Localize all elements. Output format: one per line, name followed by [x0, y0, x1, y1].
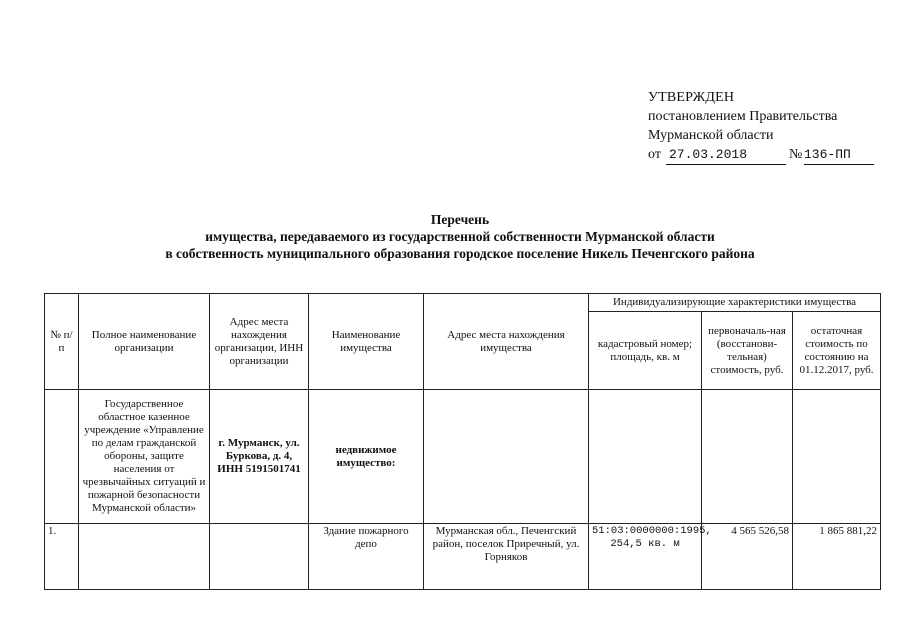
- approval-line-2: постановлением Правительства: [648, 109, 838, 124]
- empty-cell: [424, 390, 589, 524]
- date-prefix: от: [648, 147, 661, 162]
- property-table: [44, 293, 881, 590]
- initial-cost-cell: 4 565 526,58: [702, 524, 793, 590]
- empty-cell: [793, 390, 881, 524]
- org-address-cell: г. Мурманск, ул. Буркова, д. 4, ИНН 5191501741: [210, 390, 309, 524]
- approval-block: [648, 88, 888, 167]
- org-name-cell: Государственное областное казенное учреждение «Управление по делам гражданской обороны, защите населения от чрезвычайных ситуаций и пожарной безопасности Мурманской области»: [79, 390, 210, 524]
- property-address-cell: Мурманская обл., Печенгский район, поселок Приречный, ул. Горняков: [424, 524, 589, 590]
- title-line-2: имущества, передаваемого из государственной собственности Мурманской области: [205, 229, 715, 244]
- header-org-address: Адрес места нахождения организации, ИНН организации: [210, 294, 309, 390]
- row-num: 1.: [45, 524, 79, 590]
- table-row: [45, 524, 881, 590]
- title-line-3: в собственность муниципального образования городское поселение Никель Печенгского района: [165, 246, 755, 261]
- header-residual-cost: остаточная стоимость по состоянию на 01.12.2017, руб.: [793, 312, 881, 390]
- empty-cell: [589, 390, 702, 524]
- table-row-organization: [45, 390, 881, 524]
- property-name-cell: Здание пожарного депо: [309, 524, 424, 590]
- header-characteristics-group: Индивидуализирующие характеристики имущества: [589, 294, 881, 312]
- empty-cell: [702, 390, 793, 524]
- org-num-cell: [45, 390, 79, 524]
- header-property-address: Адрес места нахождения имущества: [424, 294, 589, 390]
- header-cadastral: кадастровый номер; площадь, кв. м: [589, 312, 702, 390]
- residual-cost-cell: 1 865 881,22: [793, 524, 881, 590]
- approval-date: 27.03.2018: [666, 145, 786, 165]
- approval-date-line: [648, 145, 888, 167]
- cadastral-cell: 51:03:0000000:1995, 254,5 кв. м: [589, 524, 702, 590]
- header-num: № п/п: [45, 294, 79, 390]
- approval-heading: УТВЕРЖДЕН: [648, 90, 735, 105]
- header-initial-cost: первоначаль-ная (восстанови-тельная) стоимость, руб.: [702, 312, 793, 390]
- title-line-1: Перечень: [430, 212, 490, 227]
- header-property-name: Наименование имущества: [309, 294, 424, 390]
- approval-number: 136-ПП: [804, 145, 874, 165]
- empty-cell: [79, 524, 210, 590]
- property-category-cell: недвижимое имущество:: [309, 390, 424, 524]
- empty-cell: [210, 524, 309, 590]
- header-org-name: Полное наименование организации: [79, 294, 210, 390]
- document-title: [100, 211, 820, 262]
- number-prefix: №: [789, 147, 803, 162]
- approval-line-3: Мурманской области: [648, 128, 774, 143]
